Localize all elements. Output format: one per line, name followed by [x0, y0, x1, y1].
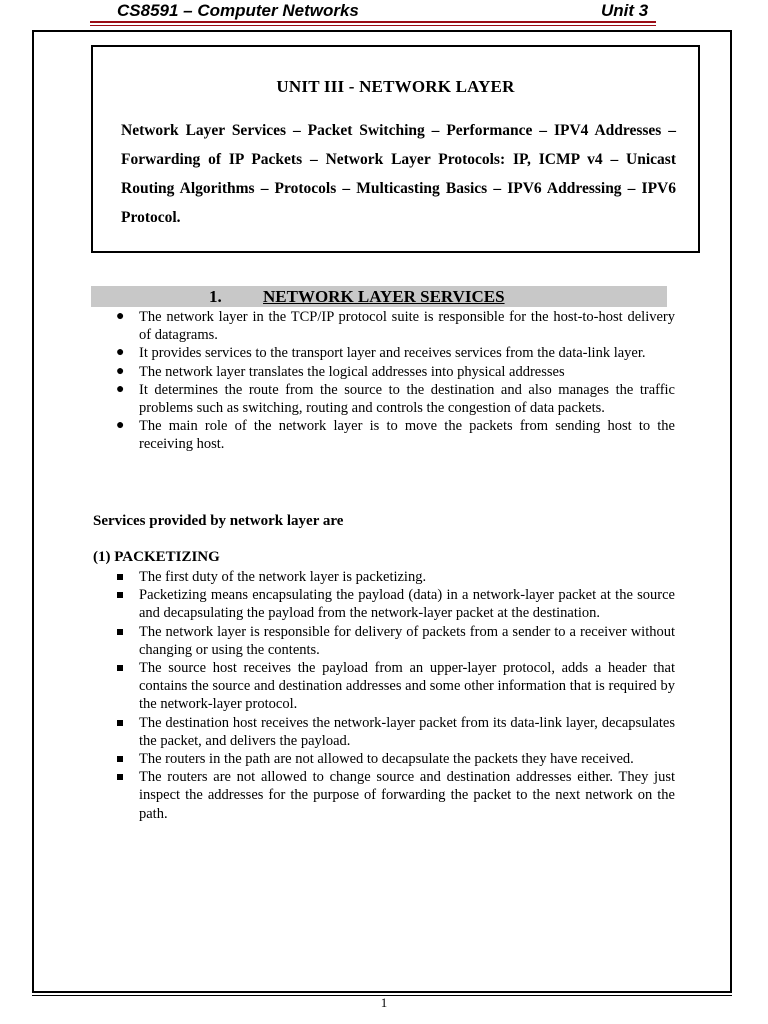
unit-topics: Network Layer Services – Packet Switching – Performance – IPV4 Addresses – Forwarding of IP Packets – Network Layer Protocols: IP, ICMP v4 – Unicast Routing Algorithms – Protocols – Multicasting Basics – IPV6 Addressing – IPV6 Protocol. [121, 122, 676, 226]
list-item: The routers in the path are not allowed to decapsulate the packets they have received. [139, 750, 675, 768]
square-bullet-icon [117, 720, 123, 726]
list-item: Packetizing means encapsulating the payload (data) in a network-layer packet at the source and decapsulating the payload from the network-layer packet at the destination. [139, 586, 675, 622]
bullet-icon: ● [116, 345, 125, 361]
list-item: The routers are not allowed to change source and destination addresses either. They just inspect the addresses for the purpose of forwarding the packet to the next network on the path. [139, 768, 675, 823]
square-bullet-icon [117, 574, 123, 580]
section-number: 1. [209, 287, 222, 306]
bullet-icon: ● [116, 363, 125, 379]
list-item: ● It provides services to the transport layer and receives services from the data-link layer. [116, 345, 646, 362]
list-item: The network layer is responsible for delivery of packets from a sender to a receiver without changing or using the contents. [139, 623, 675, 659]
list-item: ● The network layer in the TCP/IP protocol suite is responsible for the host-to-host delivery of datagrams. [116, 309, 675, 344]
header-rule-thin [90, 25, 656, 26]
header-unit-label: Unit 3 [601, 1, 649, 20]
bullet-icon: ● [116, 418, 125, 434]
list-item: The source host receives the payload from an upper-layer protocol, adds a header that contains the source and destination addresses and some other information that is required by the network-layer protocol. [139, 659, 675, 714]
unit-title: UNIT III - NETWORK LAYER [276, 77, 515, 96]
unit-summary-box [91, 45, 700, 253]
page-number: 1 [380, 995, 388, 1010]
intro-bullet-list [116, 308, 675, 454]
list-item: ● The network layer translates the logical addresses into physical addresses [116, 363, 565, 380]
list-item: ● The main role of the network layer is to move the packets from sending host to the receiving host. [116, 418, 675, 453]
square-bullet-icon [117, 665, 123, 671]
services-heading: Services provided by network layer are [93, 513, 344, 529]
bullet-icon: ● [116, 309, 125, 324]
list-item: The destination host receives the network-layer packet from its data-link layer, decapsulates the packet, and delivers the payload. [139, 714, 675, 750]
square-bullet-icon [117, 756, 123, 762]
section-title: NETWORK LAYER SERVICES [263, 287, 505, 306]
header-course-title: CS8591 – Computer Networks [117, 1, 359, 20]
list-item: The first duty of the network layer is packetizing. [139, 568, 675, 586]
square-bullet-icon [117, 592, 123, 598]
packetizing-heading: (1) PACKETIZING [93, 549, 220, 565]
square-bullet-icon [117, 629, 123, 635]
square-bullet-icon [117, 774, 123, 780]
packetizing-bullet-list [139, 568, 675, 823]
bullet-icon: ● [116, 381, 125, 397]
section-heading-bar [91, 286, 667, 307]
list-item: ● It determines the route from the source to the destination and also manages the traffic problems such as switching, routing and controls the congestion of data packets. [116, 381, 675, 417]
header-rule [90, 21, 656, 23]
